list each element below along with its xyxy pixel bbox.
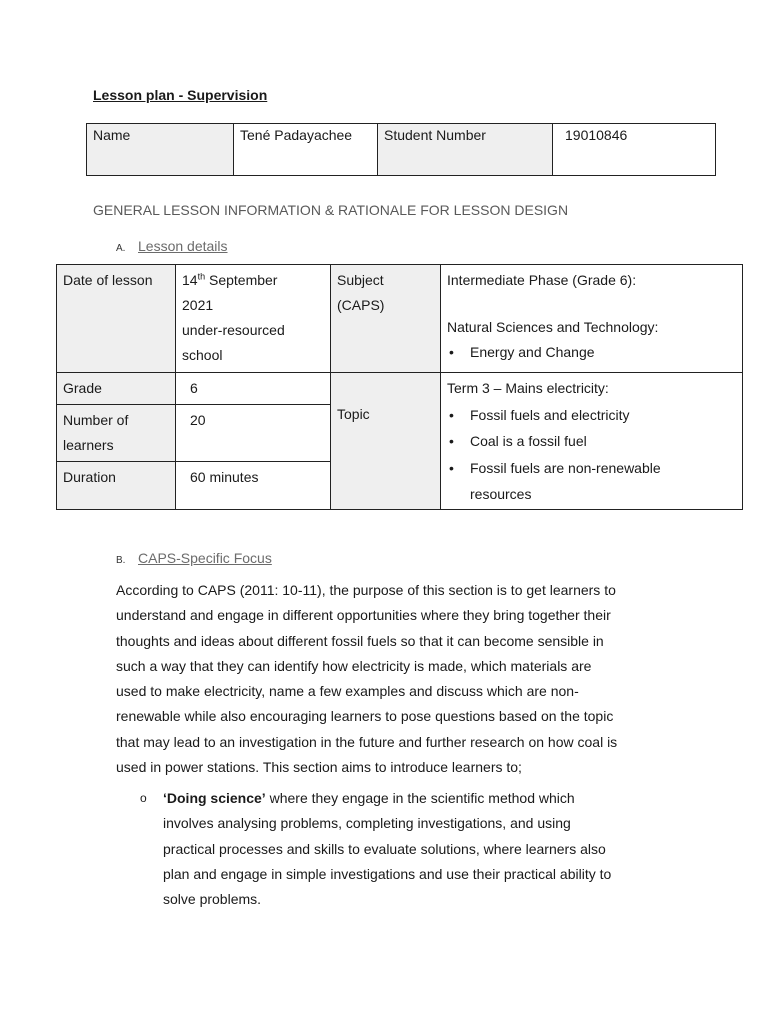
learners-value-cell bbox=[176, 405, 331, 462]
student-number-value: 19010846 bbox=[565, 127, 628, 143]
topic-label-cell bbox=[331, 373, 441, 509]
student-info-table bbox=[86, 123, 716, 176]
learners-value: 20 bbox=[190, 412, 206, 428]
date-label: Date of lesson bbox=[63, 272, 153, 288]
date-value-cell bbox=[176, 265, 331, 373]
date-label-cell bbox=[57, 265, 176, 373]
section-b-marker: B. bbox=[116, 555, 126, 566]
date-month: September bbox=[205, 272, 278, 288]
hollow-bullet-marker: o bbox=[140, 791, 147, 805]
learners-label-cell bbox=[57, 405, 176, 462]
section-b-heading bbox=[116, 550, 272, 566]
topic-label: Topic bbox=[337, 406, 370, 422]
date-value bbox=[182, 268, 324, 293]
doing-science-first-line bbox=[163, 786, 663, 811]
subject-label-line-2: (CAPS) bbox=[337, 297, 385, 313]
student-number-label: Student Number bbox=[378, 124, 553, 175]
doing-science-bold: ‘Doing science’ bbox=[163, 790, 266, 806]
doing-science-line: plan and engage in simple investigations and use their practical ability to bbox=[163, 865, 612, 882]
doing-science-line: practical processes and skills to evaluate solutions, where learners also bbox=[163, 840, 606, 857]
section-a-heading bbox=[116, 238, 228, 254]
section-heading: GENERAL LESSON INFORMATION & RATIONALE FOR LESSON DESIGN bbox=[93, 202, 569, 218]
subject-bullet: • Energy and Change bbox=[447, 340, 736, 365]
topic-bullet: • Fossil fuels are non-renewable bbox=[447, 455, 736, 482]
section-a-label: Lesson details bbox=[138, 238, 228, 254]
paragraph-line: used to make electricity, name a few examples and discuss which are non- bbox=[116, 683, 579, 700]
lesson-details-table bbox=[56, 264, 743, 510]
paragraph-line: renewable while also encouraging learners to pose questions based on the topic bbox=[116, 708, 614, 725]
topic-bullet-continuation: resources bbox=[470, 486, 532, 502]
name-label: Name bbox=[87, 124, 234, 175]
caps-focus-paragraph bbox=[116, 578, 676, 780]
doing-science-rest: where they engage in the scientific method which bbox=[265, 790, 575, 806]
paragraph-line: understand and engage in different opportunities where they bring together their bbox=[116, 607, 611, 624]
paragraph-line: used in power stations. This section aims to introduce learners to; bbox=[116, 759, 522, 776]
duration-label-cell bbox=[57, 462, 176, 509]
school-type-line-1: under-resourced bbox=[182, 322, 285, 338]
duration-label: Duration bbox=[63, 469, 116, 485]
paragraph-line: According to CAPS (2011: 10-11), the purpose of this section is to get learners to bbox=[116, 582, 616, 598]
grade-value-cell bbox=[176, 373, 331, 405]
subject-label-line-1: Subject bbox=[337, 272, 384, 288]
topic-value-cell bbox=[441, 373, 742, 509]
topic-bullet: • Coal is a fossil fuel bbox=[447, 428, 736, 455]
section-b-label: CAPS-Specific Focus bbox=[138, 550, 272, 566]
name-value: Tené Padayachee bbox=[234, 124, 378, 175]
date-day: 14 bbox=[182, 272, 198, 288]
grade-label-cell bbox=[57, 373, 176, 405]
subject-area: Natural Sciences and Technology: bbox=[447, 319, 659, 335]
topic-bullet-list bbox=[447, 402, 736, 482]
doing-science-line: involves analysing problems, completing investigations, and using bbox=[163, 815, 571, 832]
learners-label-line-2: learners bbox=[63, 437, 114, 453]
topic-term: Term 3 – Mains electricity: bbox=[447, 380, 609, 396]
document-title: Lesson plan - Supervision bbox=[93, 87, 268, 103]
duration-value-cell bbox=[176, 462, 331, 509]
doing-science-line: solve problems. bbox=[163, 891, 262, 908]
date-year: 2021 bbox=[182, 297, 214, 313]
subject-bullet-list bbox=[447, 340, 736, 365]
date-suffix: th bbox=[197, 271, 206, 282]
paragraph-line: thoughts and ideas about different fossil fuels so that it can become sensible in bbox=[116, 632, 604, 649]
subject-label-cell bbox=[331, 265, 441, 373]
section-a-marker: A. bbox=[116, 243, 126, 254]
subject-value-cell bbox=[441, 265, 742, 373]
paragraph-line: that may lead to an investigation in the future and further research on how coal is bbox=[116, 733, 618, 750]
paragraph-line: such a way that they can identify how electricity is made, which materials are bbox=[116, 657, 592, 674]
doing-science-text bbox=[163, 786, 663, 912]
topic-bullet: • Fossil fuels and electricity bbox=[447, 402, 736, 429]
learners-label-line-1: Number of bbox=[63, 412, 129, 428]
duration-value: 60 minutes bbox=[190, 469, 259, 485]
school-type-line-2: school bbox=[182, 347, 223, 363]
grade-label: Grade bbox=[63, 380, 102, 396]
subject-phase: Intermediate Phase (Grade 6): bbox=[447, 272, 637, 288]
grade-value: 6 bbox=[190, 380, 198, 396]
